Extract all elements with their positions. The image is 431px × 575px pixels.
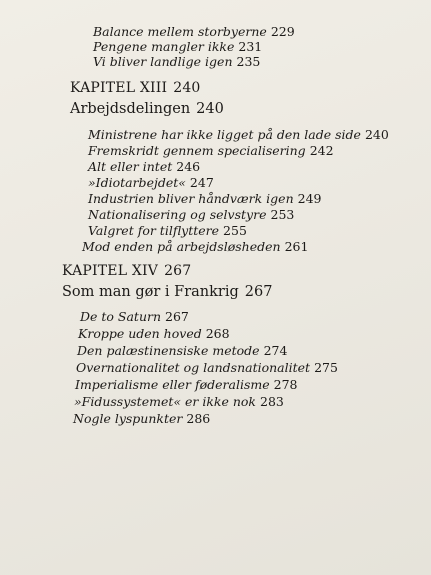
entry-title: Fremskridt gennem specialisering: [88, 143, 306, 158]
toc-entry: [88, 207, 294, 222]
toc-entry: [73, 411, 210, 426]
entry-page: 274: [263, 343, 288, 358]
entry-title: Nogle lyspunkter: [73, 411, 183, 426]
entry-page: 278: [273, 377, 298, 392]
toc-entry: [75, 377, 298, 392]
toc-entry: [88, 159, 200, 174]
entry-title: Overnationalitet og landsnationalitet: [76, 360, 311, 375]
entry-page: 235: [236, 54, 261, 69]
entry-title: De to Saturn: [80, 309, 162, 324]
entry-page: 275: [314, 360, 338, 375]
chapter-title: KAPITEL XIV: [62, 263, 159, 279]
entry-title: »Fidussystemet« er ikke nok: [74, 394, 257, 409]
toc-entry: [88, 143, 334, 158]
entry-title: Nationalisering og selvstyre: [88, 207, 267, 222]
chapter-title: KAPITEL XIII: [70, 80, 168, 96]
toc-entry: [88, 175, 214, 190]
toc-entry: [74, 394, 284, 409]
chapter-page: 267: [164, 263, 192, 279]
section-heading: [62, 284, 272, 300]
toc-entry: [82, 239, 308, 254]
toc-entry: [88, 127, 389, 142]
entry-page: 286: [186, 411, 211, 426]
section-title: Som man gør i Frankrig: [62, 284, 239, 300]
section-heading: [70, 101, 224, 117]
entry-title: Industrien bliver håndværk igen: [88, 191, 294, 206]
chapter-page: 240: [173, 80, 201, 96]
entry-title: Balance mellem storbyerne: [93, 24, 267, 39]
entry-title: Pengene mangler ikke: [93, 39, 235, 54]
entry-page: 240: [364, 127, 389, 142]
toc-entry: [78, 326, 230, 341]
toc-entry: [88, 191, 321, 206]
toc-entry: [80, 309, 189, 324]
show-through-1: [330, 42, 332, 55]
toc-entry: [93, 54, 260, 69]
entry-page: 267: [165, 309, 189, 324]
entry-page: 229: [270, 24, 295, 39]
entry-title: Mod enden på arbejdsløsheden: [82, 239, 281, 254]
chapter-heading: [70, 80, 201, 96]
entry-page: 253: [270, 207, 295, 222]
section-title: Arbejdsdelingen: [70, 101, 191, 117]
entry-page: 231: [238, 39, 263, 54]
entry-page: 268: [205, 326, 230, 341]
entry-title: »Idiotarbejdet«: [88, 175, 186, 190]
entry-page: 242: [309, 143, 334, 158]
toc-entry: [93, 24, 295, 39]
entry-title: Imperialisme eller føderalisme: [75, 377, 270, 392]
toc-entry: [77, 343, 287, 358]
entry-title: Alt eller intet: [88, 159, 173, 174]
entry-title: Ministrene har ikke ligget på den lade side: [88, 127, 361, 142]
entry-page: 283: [260, 394, 284, 409]
chapter-heading: [62, 263, 191, 279]
entry-title: Den palæstinensiske metode: [77, 343, 260, 358]
entry-page: 249: [297, 191, 322, 206]
entry-page: 261: [284, 239, 309, 254]
entry-page: 255: [223, 223, 247, 238]
toc-entry: [88, 223, 247, 238]
entry-title: Kroppe uden hoved: [78, 326, 202, 341]
entry-title: Vi bliver landlige igen: [93, 54, 233, 69]
entry-page: 246: [176, 159, 201, 174]
section-page: 240: [196, 101, 224, 117]
section-page: 267: [244, 284, 273, 300]
entry-title: Valgret for tilflyttere: [88, 223, 220, 238]
toc-entry: [76, 360, 338, 375]
entry-page: 247: [189, 175, 214, 190]
toc-entry: [93, 39, 262, 54]
